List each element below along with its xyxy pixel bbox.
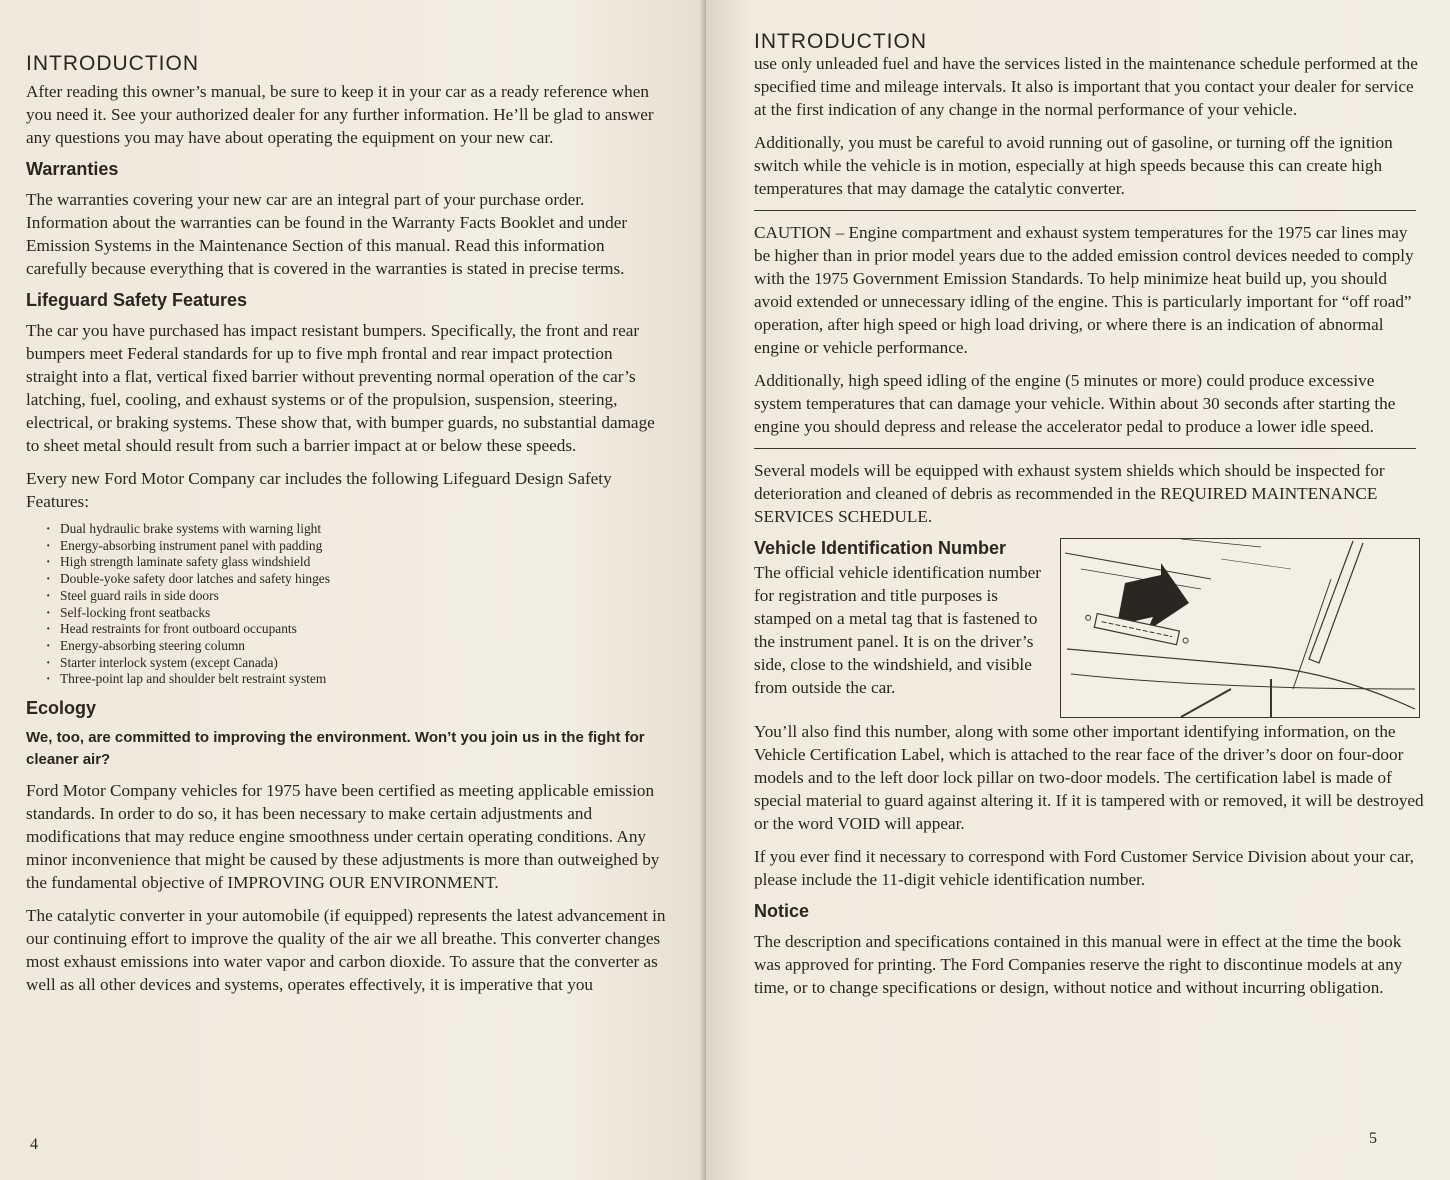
ecology-callout: We, too, are committed to improving the environment. Won’t you join us in the fight for cleaner air? bbox=[26, 729, 645, 769]
list-item: · Three-point lap and shoulder belt restraint system bbox=[60, 671, 666, 688]
list-item: · Steel guard rails in side doors bbox=[60, 588, 666, 605]
list-item: · Dual hydraulic brake systems with warning light bbox=[60, 521, 666, 538]
page-title: INTRODUCTION bbox=[26, 52, 199, 75]
ecology-heading: Ecology bbox=[26, 698, 97, 719]
right-column bbox=[754, 30, 1426, 1009]
vin-location-illustration bbox=[1060, 538, 1420, 718]
intro-paragraph: After reading this owner’s manual, be sure to keep it in your car as a ready reference when you need it. See your authorized dealer for any further information. He’ll be glad to answer any questions you may have about operating the equipment on your new car. bbox=[26, 82, 654, 147]
list-item: · High strength laminate safety glass windshield bbox=[60, 554, 666, 571]
warranties-body: The warranties covering your new car are an integral part of your purchase order. Information about the warranties can be found in the Warranty Facts Booklet and under Emission Systems in the Maintenance Section of this manual. Read this information carefully because everything that is covered in the warranties is stated in precise terms. bbox=[26, 190, 628, 278]
notice-body: The description and specifications contained in this manual were in effect at the time the book was approved for printing. The Ford Companies reserve the right to discontinue models at any time, or to change specifications or design, without notice and without incurring obligation. bbox=[754, 932, 1403, 997]
list-item: · Head restraints for front outboard occupants bbox=[60, 621, 666, 638]
dashboard-vin-diagram bbox=[1061, 539, 1419, 717]
catalytic-body: The catalytic converter in your automobile (if equipped) represents the latest advancement in our continuing effort to improve the quality of the air we all breathe. This converter changes most exhaust emissions into water vapor and carbon dioxide. To assure that the converter as well as all other devices and systems, operates effectively, it is imperative that you bbox=[26, 906, 666, 995]
left-column bbox=[26, 52, 666, 1006]
list-item: · Energy-absorbing instrument panel with padding bbox=[60, 538, 666, 555]
vin-correspondence-paragraph: If you ever find it necessary to correspond with Ford Customer Service Division about your car, please include the 11-digit vehicle identification number. bbox=[754, 847, 1414, 889]
warranties-heading: Warranties bbox=[26, 159, 119, 179]
list-item: · Double-yoke safety door latches and safety hinges bbox=[60, 571, 666, 588]
caution-idling-text: Additionally, high speed idling of the engine (5 minutes or more) could produce excessive system temperatures that can damage your vehicle. Within about 30 seconds after starting the engine you should depress and release the accelerator pedal to produce a lower idle speed. bbox=[754, 371, 1396, 436]
lifeguard-heading: Lifeguard Safety Features bbox=[26, 290, 248, 310]
right-page bbox=[706, 0, 1450, 1180]
vin-section bbox=[754, 538, 1426, 720]
lifeguard-intro: Every new Ford Motor Company car includes the following Lifeguard Design Safety Features: bbox=[26, 469, 612, 511]
vin-certification-paragraph: You’ll also find this number, along with some other important identifying information, on the Vehicle Certification Label, which is attached to the rear face of the driver’s door on four-door models and to the left door lock pillar on two-door models. The certification label is made of special material to guard against altering it. If it is tampered with or removed, it will be destroyed or the word VOID will appear. bbox=[754, 722, 1424, 833]
shields-paragraph: Several models will be equipped with exhaust system shields which should be inspected for deterioration and cleaned of debris as recommended in the REQUIRED MAINTENANCE SERVICES SCHEDULE. bbox=[754, 461, 1385, 526]
safety-features-list bbox=[26, 521, 666, 688]
notice-heading: Notice bbox=[754, 901, 810, 921]
divider bbox=[754, 210, 1416, 211]
vin-body: The official vehicle identification number for registration and title purposes is stamped on a metal tag that is fastened to the instrument panel. It is on the driver’s side, close to the windshield, and visible from outside the car. bbox=[754, 563, 1041, 697]
divider bbox=[754, 448, 1416, 449]
ecology-body: Ford Motor Company vehicles for 1975 have been certified as meeting applicable emission standards. In order to do so, it has been necessary to make certain adjustments and modifications that may reduce engine smoothness under certain operating conditions. Any minor inconvenience that might be caused by these adjustments is more than outweighed by the fundamental objective of IMPROVING OUR ENVIRONMENT. bbox=[26, 781, 660, 893]
vin-text bbox=[754, 538, 1054, 699]
left-page bbox=[0, 0, 706, 1180]
list-item: · Self-locking front seatbacks bbox=[60, 605, 666, 622]
caution-box bbox=[754, 221, 1426, 438]
additional-paragraph: Additionally, you must be careful to avoid running out of gasoline, or turning off the ignition switch while the vehicle is in motion, especially at high speeds because this can create high temperatures that may damage the catalytic converter. bbox=[754, 133, 1393, 198]
continued-paragraph: use only unleaded fuel and have the services listed in the maintenance schedule performed at the specified time and mileage intervals. It also is important that you contact your dealer for service at the first indication of any change in the normal performance of your vehicle. bbox=[754, 54, 1418, 119]
page-number: 4 bbox=[30, 1136, 38, 1153]
page-number: 5 bbox=[1369, 1130, 1377, 1147]
list-item: · Energy-absorbing steering column bbox=[60, 638, 666, 655]
lifeguard-body: The car you have purchased has impact resistant bumpers. Specifically, the front and rear bumpers meet Federal standards for up to five mph frontal and rear impact protection straight into a flat, vertical fixed barrier without preventing normal operation of the car’s latching, fuel, cooling, and exhaust systems or of the propulsion, suspension, steering, electrical, or braking systems. These show that, with bumper guards, no substantial damage to sheet metal should result from such a barrier impact at or below these speeds. bbox=[26, 321, 655, 455]
vin-heading: Vehicle Identification Number bbox=[754, 538, 1007, 558]
caution-text: CAUTION – Engine compartment and exhaust system temperatures for the 1975 car lines may be higher than in prior model years due to the added emission control devices needed to comply with the 1975 Government Emission Standards. To help minimize heat build up, you should avoid extended or unnecessary idling of the engine. This is particularly important for “off road” operation, after high speed or high load driving, or where there is an indication of abnormal engine or vehicle performance. bbox=[754, 223, 1414, 357]
page-title: INTRODUCTION bbox=[754, 30, 927, 53]
list-item: · Starter interlock system (except Canada) bbox=[60, 655, 666, 672]
